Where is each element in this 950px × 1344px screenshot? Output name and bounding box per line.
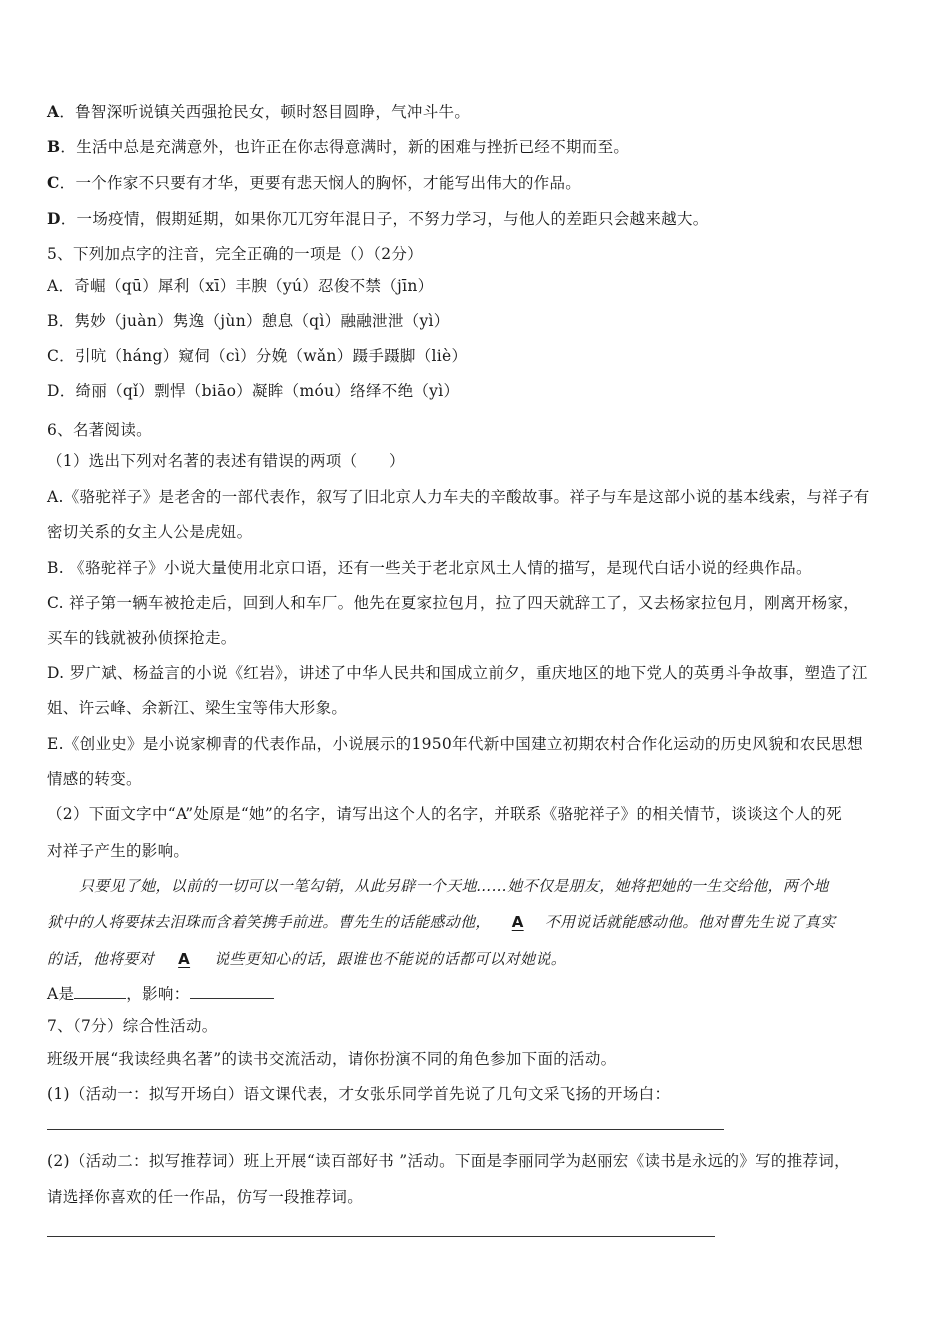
passage-text: 说些更知心的话，跟谁也不能说的话都可以对她说。 <box>214 950 567 968</box>
option-text: ．一个作家不只要有才华，更要有悲天悯人的胸怀，才能写出伟大的作品。 <box>59 174 582 192</box>
q7-stem: 7、（7分）综合性活动。 <box>47 1017 218 1035</box>
answer-blank-effect[interactable] <box>190 984 274 999</box>
q6-line: 姐、许云峰、余新江、梁生宝等伟大形象。 <box>47 699 348 717</box>
passage-line <box>47 948 907 970</box>
option-text: ．鲁智深听说镇关西强抢民女，顿时怒目圆睁，气冲斗牛。 <box>59 103 471 121</box>
q5-stem: 5、下列加点字的注音，完全正确的一项是（）（2分） <box>47 245 423 263</box>
q6-line: 密切关系的女主人公是虎妞。 <box>47 523 253 541</box>
passage-text: 不用说话就能感动他。他对曹先生说了真实 <box>544 913 836 931</box>
q5-option-b: B．隽妙（juàn）隽逸（jùn）憩息（qì）融融泄泄（yì） <box>47 312 450 330</box>
q6-sub2: （2）下面文字中“A”处原是“她”的名字，请写出这个人的名字，并联系《骆驼祥子》的相关情节，谈谈这个人的死 <box>47 805 842 823</box>
answer-label-b: ，影响： <box>126 985 190 1003</box>
option-letter: A <box>47 102 60 121</box>
answer-blank-name[interactable] <box>74 984 126 999</box>
option-text: ．生活中总是充满意外，也许正在你志得意满时，新的困难与挫折已经不期而至。 <box>60 138 630 156</box>
answer-line-activity-2[interactable] <box>47 1236 715 1237</box>
q6-line: 买车的钱就被孙侦探抢走。 <box>47 629 237 647</box>
q6-answer-line <box>47 983 907 1005</box>
q6-line: 情感的转变。 <box>47 770 142 788</box>
q6-line: E.《创业史》是小说家柳青的代表作品，小说展示的1950年代新中国建立初期农村合作化运动的历史风貌和农民思想 <box>47 735 863 753</box>
q6-stem: 6、名著阅读。 <box>47 421 152 439</box>
fill-blank: A <box>178 950 191 968</box>
q4-option-b <box>47 136 907 158</box>
q4-option-d <box>47 208 907 230</box>
q6-line: B. 《骆驼祥子》小说大量使用北京口语，还有一些关于老北京风土人情的描写，是现代白话小说的经典作品。 <box>47 559 812 577</box>
passage-line <box>47 911 907 933</box>
q5-option-c: C．引吭（háng）窥伺（cì）分娩（wǎn）蹑手蹑脚（liè） <box>47 347 468 365</box>
option-letter: D <box>47 209 61 228</box>
passage-text: 的话，他将要对 <box>47 950 155 968</box>
q5-option-d: D．绮丽（qǐ）剽悍（biāo）凝眸（móu）络绎不绝（yì） <box>47 382 460 400</box>
q6-line: A.《骆驼祥子》是老舍的一部代表作，叙写了旧北京人力车夫的辛酸故事。祥子与车是这部小说的基本线索，与祥子有 <box>47 488 870 506</box>
q7-activity-2: (2)（活动二：拟写推荐词）班上开展“读百部好书 ”活动。下面是李丽同学为赵丽宏《读书是永远的》写的推荐词， <box>47 1152 850 1170</box>
q4-option-c <box>47 172 907 194</box>
q5-option-a: A．奇崛（qū）犀利（xī）丰腴（yú）忍俊不禁（jīn） <box>47 277 434 295</box>
q7-activity-1: (1)（活动一：拟写开场白）语文课代表，才女张乐同学首先说了几句文采飞扬的开场白： <box>47 1085 671 1103</box>
q6-sub2-cont: 对祥子产生的影响。 <box>47 842 190 860</box>
q6-line: C. 祥子第一辆车被抢走后，回到人和车厂。他先在夏家拉包月，拉了四天就辞工了，又去杨家拉包月，刚离开杨家， <box>47 594 860 612</box>
option-letter: C <box>47 173 60 192</box>
q7-intro: 班级开展“我读经典名著”的读书交流活动，请你扮演不同的角色参加下面的活动。 <box>47 1050 617 1068</box>
q6-sub1: （1）选出下列对名著的表述有错误的两项（ ） <box>47 452 405 470</box>
answer-line-activity-1[interactable] <box>47 1129 724 1130</box>
passage-line: 只要见了她，以前的一切可以一笔勾销，从此另辟一个天地……她不仅是朋友，她将把她的一生交给他，两个地 <box>79 877 829 895</box>
q6-line: D. 罗广斌、杨益言的小说《红岩》，讲述了中华人民共和国成立前夕，重庆地区的地下党人的英勇斗争故事，塑造了江 <box>47 664 868 682</box>
q4-option-a <box>47 101 907 123</box>
option-text: ．一场疫情，假期延期，如果你兀兀穷年混日子，不努力学习，与他人的差距只会越来越大。 <box>60 210 709 228</box>
q7-activity-2-cont: 请选择你喜欢的任一作品，仿写一段推荐词。 <box>47 1188 364 1206</box>
option-letter: B <box>47 137 61 156</box>
fill-blank: A <box>511 913 524 931</box>
answer-label-a: A是 <box>47 985 75 1003</box>
passage-text: 狱中的人将要抹去泪珠而含着笑携手前进。曹先生的话能感动他， <box>47 913 491 931</box>
